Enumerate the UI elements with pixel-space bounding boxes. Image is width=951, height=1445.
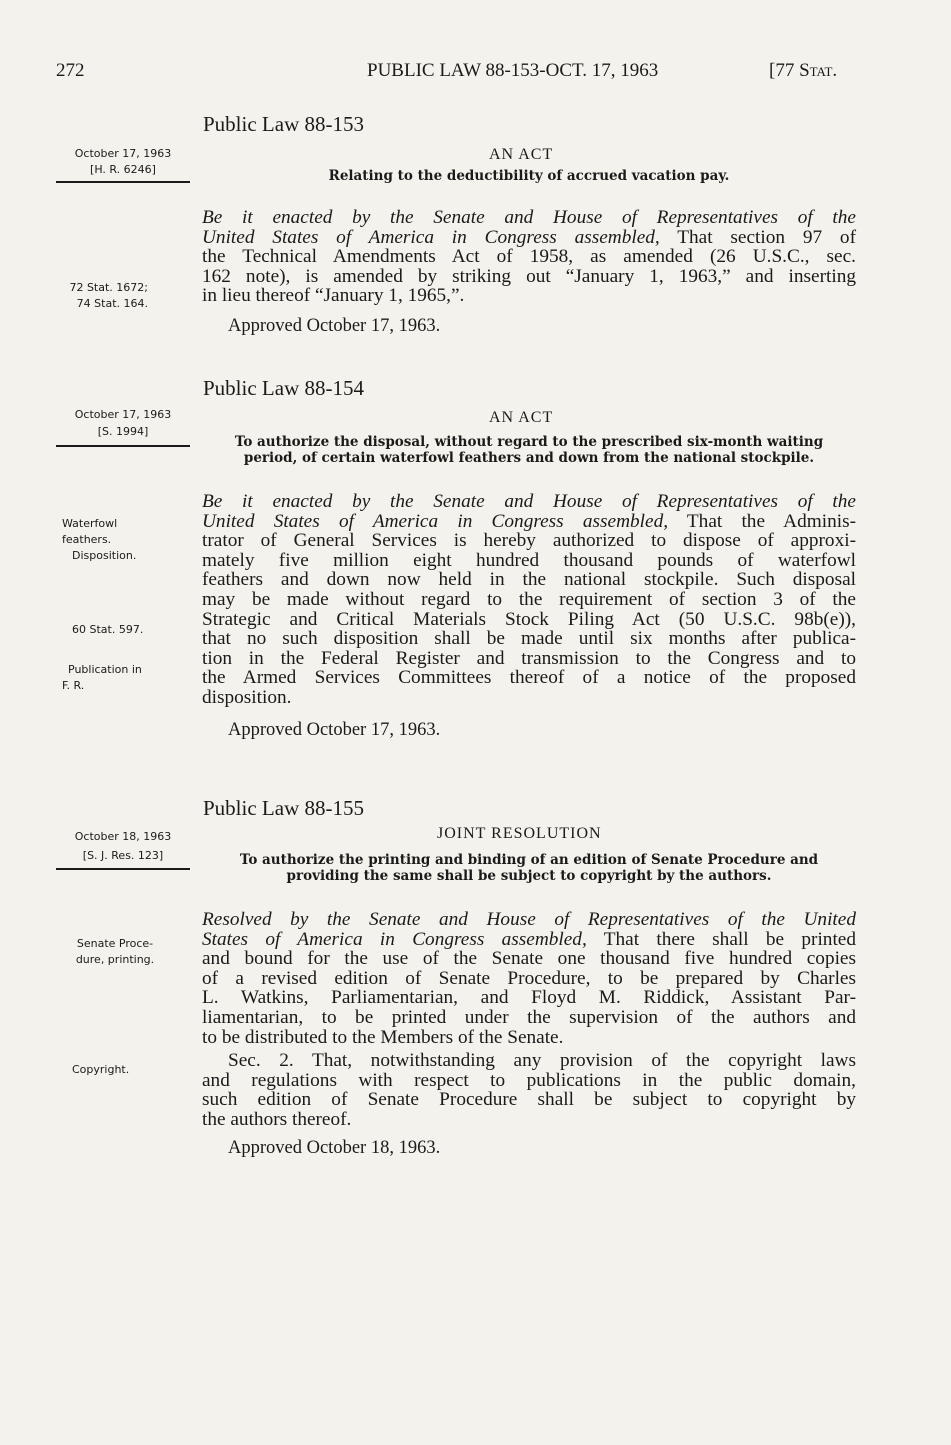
- law-155-margin-rule: [56, 868, 190, 870]
- law-154-subject: To authorize the disposal, without regard to the prescribed six-month waiting period, of certain waterfowl feathers and down from the national stockpile.: [234, 434, 824, 466]
- body-line: Resolved by the Senate and House of Representatives of the United: [202, 909, 856, 930]
- body-line: may be made without regard to the requirement of section 3 of the: [202, 588, 856, 610]
- body-line: Be it enacted by the Senate and House of Representatives of the: [202, 491, 856, 512]
- law-155-title: Public Law 88-155: [203, 796, 364, 820]
- body-line: that no such disposition shall be made until six months after publica-: [202, 628, 856, 650]
- law-153-margin-rule: [56, 181, 190, 183]
- law-155-margin-senate: Senate Proce- dure, printing.: [75, 937, 155, 966]
- body-line: tion in the Federal Register and transmission to the Congress and to: [202, 647, 856, 669]
- law-154-margin-bill: [S. 1994]: [97, 425, 149, 438]
- law-153-margin-bill: [H. R. 6246]: [90, 163, 156, 176]
- law-153-act-label: AN ACT: [489, 146, 554, 163]
- body-line: and regulations with respect to publications in the public domain,: [202, 1069, 856, 1091]
- page-number: 272: [56, 60, 85, 81]
- law-155-section-2: [202, 1051, 856, 1129]
- law-154-act-label: AN ACT: [489, 409, 554, 426]
- law-154-margin-stat: 60 Stat. 597.: [72, 623, 144, 636]
- body-line: States of America in Congress assembled, That there shall be printed: [202, 928, 856, 950]
- law-155-margin-bill: [S. J. Res. 123]: [82, 849, 164, 862]
- law-154-title: Public Law 88-154: [203, 376, 364, 400]
- body-line: United States of America in Congress assembled, That the Adminis-: [202, 510, 856, 532]
- law-154-approved: Approved October 17, 1963.: [228, 720, 441, 740]
- body-line: the Technical Amendments Act of 1958, as amended (26 U.S.C., sec.: [202, 246, 856, 268]
- law-154-body: [202, 492, 856, 708]
- law-155-subject: To authorize the printing and binding of an edition of Senate Procedure and providing the same shall be subject to copyright by the authors.: [239, 852, 819, 884]
- body-line: United States of America in Congress assembled, That section 97 of: [202, 226, 856, 248]
- law-153-margin-note: 72 Stat. 1672; 74 Stat. 164.: [69, 281, 148, 310]
- law-155-margin-copyright: Copyright.: [72, 1063, 130, 1076]
- body-line: Be it enacted by the Senate and House of Representatives of the: [202, 207, 856, 228]
- law-154-margin-publication: Publication in F. R.: [62, 663, 142, 692]
- law-155-act-label: JOINT RESOLUTION: [437, 825, 602, 842]
- body-line: the authors thereof.: [202, 1108, 352, 1130]
- body-line: of a revised edition of Senate Procedure, to be prepared by Charles: [202, 967, 856, 989]
- running-title: PUBLIC LAW 88-153-OCT. 17, 1963: [367, 60, 659, 81]
- body-line: liamentarian, to be printed under the supervision of the authors and: [202, 1006, 856, 1028]
- body-line: trator of General Services is hereby authorized to dispose of approxi-: [202, 530, 856, 552]
- law-153-body: [202, 208, 856, 306]
- body-line: Sec. 2. That, notwithstanding any provision of the copyright laws: [228, 1050, 856, 1071]
- law-153-margin-date: October 17, 1963: [74, 147, 172, 160]
- law-155-margin-date: October 18, 1963: [74, 830, 172, 843]
- law-153-subject: Relating to the deductibility of accrued vacation pay.: [328, 168, 730, 184]
- volume-reference: [77 Stat.: [769, 60, 838, 81]
- body-line: Strategic and Critical Materials Stock Piling Act (50 U.S.C. 98b(e)),: [202, 608, 856, 630]
- law-153-title: Public Law 88-153: [203, 112, 364, 136]
- law-154-margin-date: October 17, 1963: [74, 408, 172, 421]
- law-154-margin-waterfowl: Waterfowl feathers. Disposition.: [62, 517, 137, 562]
- body-line: mately five million eight hundred thousand pounds of waterfowl: [202, 549, 856, 571]
- body-line: and bound for the use of the Senate one thousand five hundred copies: [202, 948, 856, 970]
- body-line: 162 note), is amended by striking out “January 1, 1963,” and inserting: [202, 265, 856, 287]
- body-line: the Armed Services Committees thereof of a notice of the proposed: [202, 667, 856, 689]
- body-line: in lieu thereof “January 1, 1965,”.: [202, 285, 465, 307]
- body-line: L. Watkins, Parliamentarian, and Floyd M. Riddick, Assistant Par-: [202, 987, 856, 1009]
- body-line: feathers and down now held in the national stockpile. Such disposal: [202, 569, 856, 591]
- law-154-margin-rule: [56, 445, 190, 447]
- law-153-approved: Approved October 17, 1963.: [228, 316, 441, 336]
- body-line: disposition.: [202, 686, 292, 708]
- body-line: to be distributed to the Members of the Senate.: [202, 1026, 564, 1048]
- law-155-approved: Approved October 18, 1963.: [228, 1138, 441, 1158]
- law-155-body: [202, 910, 856, 1047]
- body-line: such edition of Senate Procedure shall be subject to copyright by: [202, 1089, 856, 1111]
